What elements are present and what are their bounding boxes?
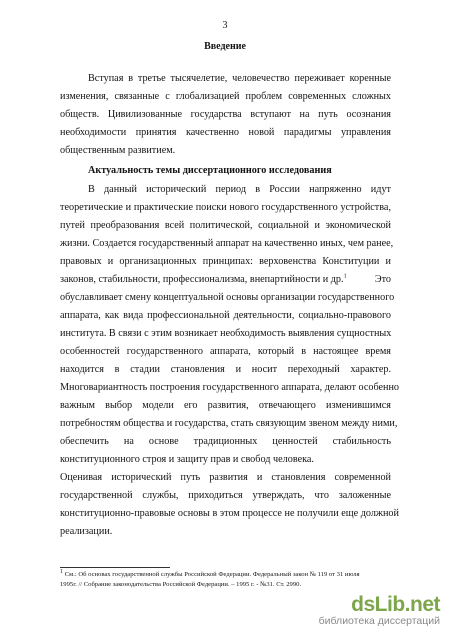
para2-line: находится в стадии становления и носит переходный характер. (60, 364, 391, 375)
para2-line: потребностям общества и государства, стать связующим звеном между ними, (60, 418, 398, 429)
para1-line: общественным развитием. (60, 145, 176, 156)
para2-line: Многовариантность построения государственного аппарата, делают особенно (60, 382, 400, 393)
para2-line: теоретические и практические поиски нового государственного устройства, (60, 202, 391, 213)
para1-line: обществ. Цивилизованные государства вступают на путь осознания (60, 109, 391, 120)
para3-line: конституционно-правовые основы в этом процессе не получили еще должной (60, 508, 399, 519)
subheading: Актуальность темы диссертационного исследования (88, 165, 332, 176)
page-number: 3 (222, 20, 228, 31)
para2-line: аппарата, как вида профессиональной деятельности, социально-правового (60, 310, 391, 321)
para2-line-text: законов, стабильности, профессионализма, внепартийности и др.$^1$ (60, 273, 347, 285)
para1-line: необходимости принятия качественно новой парадигмы управления (60, 127, 391, 138)
para2-line: особенностей государственного аппарата, который в настоящее время (60, 346, 391, 357)
footnote-line: 1995г. // Собрание законодательства Российской Федерации. – 1995 г. - №31. Ст. 2990. (60, 581, 302, 588)
para2-line: В данный исторический период в России напряженно идут (88, 184, 391, 195)
para2-line: важным выбор модели его развития, отвечающего изменившимся (60, 400, 391, 411)
para1-line: изменения, связанные с глобализацией проблем современных сложных (60, 91, 391, 102)
para3-line: государственной службы, приходиться утверждать, что заложенные (60, 490, 391, 501)
para2-line-with-footnote (60, 273, 391, 286)
para2-line-tail: Это (374, 274, 391, 285)
watermark (319, 593, 440, 627)
para2-line: жизни. Создается государственный аппарат на качественно иных, чем ранее, (60, 238, 394, 249)
para3-line: Оценивая исторический путь развития и становления современной (60, 472, 391, 483)
para2-line: правовых и организационных принципах: верховенства Конституции и (60, 256, 391, 267)
para2-line: путей преобразования всей политической, социальной и экономической (60, 220, 391, 231)
footnote-reference: 1 (343, 273, 347, 280)
para2-line: конституционного строя и защиту прав и свобод человека. (60, 454, 314, 465)
para2-line: обеспечить на основе традиционных ценностей стабильность (60, 436, 391, 447)
footnote-marker: 1 (60, 568, 63, 575)
footnote-line: $^1$ См.: Об основах государственной службы Российской Федерации. Федеральный закон № 119 от 31 июля (60, 568, 360, 578)
para1-line: Вступая в третье тысячелетие, человечество переживает коренные (88, 73, 391, 84)
section-heading: Введение (204, 41, 246, 52)
para3-line: реализации. (60, 526, 113, 537)
para2-line: обуславливает смену концептуальной основы организации государственного (60, 292, 395, 303)
watermark-logo: dsLib.net (351, 593, 440, 616)
para2-line: института. В связи с этим возникает необходимость выявления сущностных (60, 328, 392, 339)
footnote-divider (60, 567, 170, 568)
watermark-subtitle: библиотека диссертаций (318, 615, 440, 627)
